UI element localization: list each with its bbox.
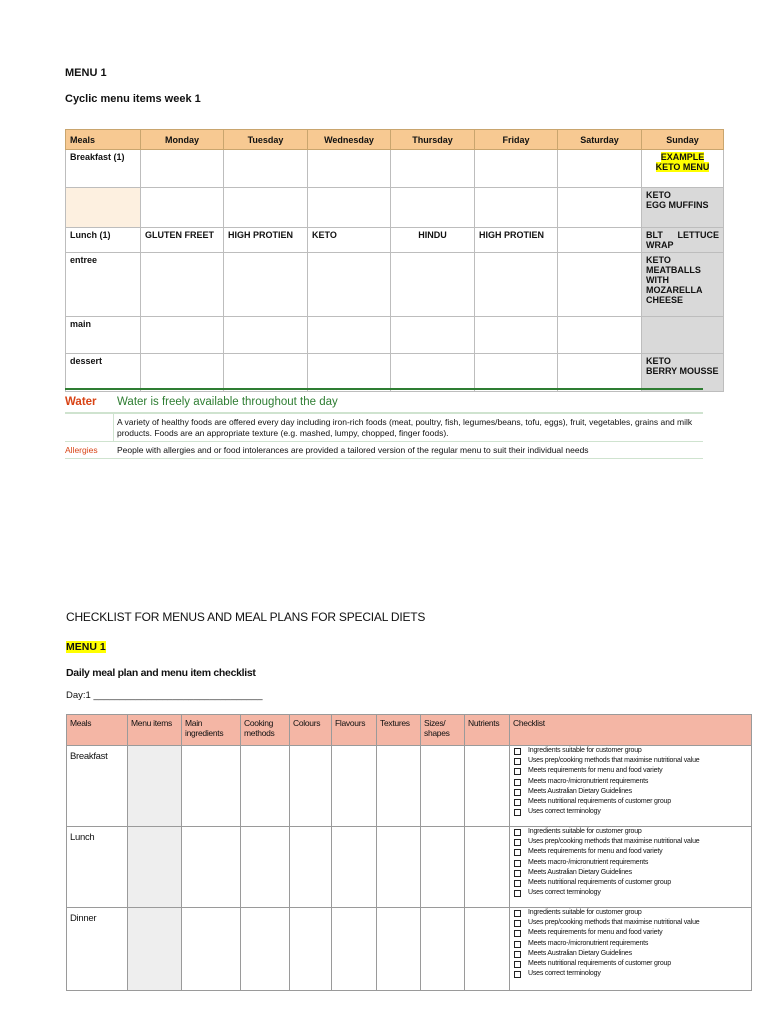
meal-label: Breakfast (1) bbox=[66, 150, 141, 188]
meal-label bbox=[66, 188, 141, 228]
checklist-item-text: Meets macro-/micronutrient requirements bbox=[528, 858, 649, 866]
menu-cell bbox=[475, 317, 558, 354]
sunday-cell bbox=[642, 253, 724, 317]
sunday-item: KETO bbox=[646, 190, 671, 200]
checklist-items bbox=[510, 908, 752, 991]
checklist-input-cell[interactable] bbox=[465, 746, 510, 827]
checklist-meal: Dinner bbox=[67, 908, 128, 991]
menu-col-header: Tuesday bbox=[224, 130, 308, 150]
checklist-input-cell[interactable] bbox=[128, 746, 182, 827]
checklist-item-text: Meets requirements for menu and food variety bbox=[528, 929, 663, 937]
checkbox[interactable] bbox=[514, 930, 521, 937]
checklist-item-text: Meets Australian Dietary Guidelines bbox=[528, 868, 632, 876]
menu-cell bbox=[224, 150, 308, 188]
checklist-input-cell[interactable] bbox=[377, 746, 421, 827]
checklist-item bbox=[512, 847, 749, 857]
checklist-item-text: Meets requirements for menu and food variety bbox=[528, 848, 663, 856]
checklist-list bbox=[512, 827, 749, 898]
checklist-item-text: Uses correct terminology bbox=[528, 808, 601, 816]
day-label: Day:1 ________________________________ bbox=[66, 690, 263, 701]
checklist-col-header: Flavours bbox=[332, 715, 377, 746]
checklist-col-header: Nutrients bbox=[465, 715, 510, 746]
checklist-item-text: Ingredients suitable for customer group bbox=[528, 747, 642, 754]
meal-label: dessert bbox=[66, 354, 141, 392]
menu-cell bbox=[308, 150, 391, 188]
sunday-item: KETO bbox=[646, 255, 671, 265]
checkbox[interactable] bbox=[514, 880, 521, 887]
menu-cell bbox=[391, 253, 475, 317]
checklist-item bbox=[512, 928, 749, 938]
checkbox[interactable] bbox=[514, 910, 521, 917]
checkbox[interactable] bbox=[514, 941, 521, 948]
checklist-item-text: Meets macro-/micronutrient requirements bbox=[528, 777, 649, 785]
meal-label: Lunch (1) bbox=[66, 228, 141, 253]
menu-cell bbox=[141, 188, 224, 228]
checklist-input-cell[interactable] bbox=[421, 746, 465, 827]
sunday-item: KETO MENU bbox=[655, 162, 710, 172]
checklist-item bbox=[512, 969, 749, 979]
sunday-item: KETO bbox=[646, 356, 671, 366]
checklist-item bbox=[512, 777, 749, 787]
checklist-list bbox=[512, 746, 749, 817]
checklist-item-text: Meets Australian Dietary Guidelines bbox=[528, 949, 632, 957]
menu-cell: GLUTEN FREET bbox=[141, 228, 224, 253]
foods-text: A variety of healthy foods are offered every day including iron-rich foods (meat, poultry, fish, legumes/beans, tofu, eggs), fruit, vegetables, grains and milk products. Foods are an appropriate texture (e.g. mashed, lumpy, chopped, finger foods). bbox=[117, 417, 693, 438]
sunday-item: MEATBALLS bbox=[646, 265, 701, 275]
meal-label: entree bbox=[66, 253, 141, 317]
menu-cell bbox=[558, 188, 642, 228]
checklist-meal: Lunch bbox=[67, 827, 128, 908]
checklist-input-cell[interactable] bbox=[332, 827, 377, 908]
menu-body bbox=[66, 150, 724, 392]
checklist-input-cell[interactable] bbox=[290, 746, 332, 827]
checkbox[interactable] bbox=[514, 951, 521, 958]
checklist-col-header: Meals bbox=[67, 715, 128, 746]
checklist-item-text: Uses prep/cooking methods that maximise nutritional value bbox=[528, 757, 700, 765]
checklist-input-cell[interactable] bbox=[290, 908, 332, 991]
cyclic-menu-table bbox=[65, 129, 724, 392]
checkbox[interactable] bbox=[514, 849, 521, 856]
menu-cell bbox=[391, 150, 475, 188]
sunday-item: EGG MUFFINS bbox=[646, 200, 709, 210]
checklist-input-cell[interactable] bbox=[332, 908, 377, 991]
checkbox[interactable] bbox=[514, 748, 521, 755]
checkbox[interactable] bbox=[514, 779, 521, 786]
checklist-input-cell[interactable] bbox=[290, 827, 332, 908]
water-text: Water is freely available throughout the day bbox=[117, 396, 338, 408]
checklist-col-header: Textures bbox=[377, 715, 421, 746]
menu-row bbox=[66, 150, 724, 188]
menu-row bbox=[66, 253, 724, 317]
checklist-items bbox=[510, 827, 752, 908]
checklist-input-cell[interactable] bbox=[182, 746, 241, 827]
checklist-item bbox=[512, 837, 749, 847]
checklist-item bbox=[512, 756, 749, 766]
divider bbox=[65, 388, 703, 390]
menu-cell bbox=[141, 317, 224, 354]
checklist-item bbox=[512, 939, 749, 949]
menu-col-header: Friday bbox=[475, 130, 558, 150]
menu-cell bbox=[308, 317, 391, 354]
checkbox[interactable] bbox=[514, 768, 521, 775]
checklist-item-text: Meets macro-/micronutrient requirements bbox=[528, 939, 649, 947]
checklist-col-header: Checklist bbox=[510, 715, 752, 746]
checklist-input-cell[interactable] bbox=[182, 827, 241, 908]
menu-cell bbox=[475, 150, 558, 188]
checkbox[interactable] bbox=[514, 809, 521, 816]
menu-cell: HIGH PROTIEN bbox=[475, 228, 558, 253]
meal-label: main bbox=[66, 317, 141, 354]
allergies-row bbox=[65, 441, 703, 459]
menu-row bbox=[66, 317, 724, 354]
checklist-menu bbox=[66, 641, 106, 653]
checkbox[interactable] bbox=[514, 890, 521, 897]
menu-row bbox=[66, 354, 724, 392]
menu-cell bbox=[141, 150, 224, 188]
checkbox[interactable] bbox=[514, 799, 521, 806]
checklist-item bbox=[512, 787, 749, 797]
checkbox[interactable] bbox=[514, 971, 521, 978]
allergies-text: People with allergies and or food intolerances are provided a tailored version of the regular menu to suit their individual needs bbox=[117, 445, 589, 455]
menu-cell bbox=[224, 188, 308, 228]
checklist-table bbox=[66, 714, 752, 991]
checklist-item-text: Ingredients suitable for customer group bbox=[528, 828, 642, 835]
menu-cell bbox=[475, 253, 558, 317]
menu-col-header: Wednesday bbox=[308, 130, 391, 150]
checklist-list bbox=[512, 908, 749, 979]
menu-cell bbox=[475, 354, 558, 392]
sunday-item: BERRY MOUSSE bbox=[646, 366, 719, 376]
checklist-item bbox=[512, 827, 749, 837]
sunday-cell bbox=[642, 354, 724, 392]
checklist-subtitle: Daily meal plan and menu item checklist bbox=[66, 667, 256, 679]
menu-cell: KETO bbox=[308, 228, 391, 253]
checklist-item bbox=[512, 766, 749, 776]
menu-col-header: Thursday bbox=[391, 130, 475, 150]
checklist-input-cell[interactable] bbox=[465, 827, 510, 908]
checklist-input-cell[interactable] bbox=[421, 908, 465, 991]
sunday-item: EXAMPLE bbox=[660, 152, 705, 162]
checklist-input-cell[interactable] bbox=[241, 908, 290, 991]
checklist-input-cell[interactable] bbox=[421, 827, 465, 908]
checklist-item-text: Meets nutritional requirements of customer group bbox=[528, 960, 671, 968]
checklist-item-text: Uses prep/cooking methods that maximise nutritional value bbox=[528, 838, 700, 846]
checklist-item bbox=[512, 878, 749, 888]
checklist-item bbox=[512, 908, 749, 918]
menu-cell bbox=[558, 228, 642, 253]
checklist-item bbox=[512, 858, 749, 868]
checkbox[interactable] bbox=[514, 758, 521, 765]
menu-cell bbox=[224, 317, 308, 354]
checklist-col-header: Cooking methods bbox=[241, 715, 290, 746]
checklist-item-text: Meets Australian Dietary Guidelines bbox=[528, 787, 632, 795]
checklist-body bbox=[67, 746, 752, 991]
menu-cell bbox=[391, 188, 475, 228]
checklist-item bbox=[512, 807, 749, 817]
menu-row bbox=[66, 188, 724, 228]
menu-cell bbox=[391, 354, 475, 392]
checklist-title: CHECKLIST FOR MENUS AND MEAL PLANS FOR SPECIAL DIETS bbox=[66, 610, 426, 624]
checklist-input-cell[interactable] bbox=[128, 908, 182, 991]
checklist-input-cell[interactable] bbox=[332, 746, 377, 827]
checklist-meal: Breakfast bbox=[67, 746, 128, 827]
menu-cell bbox=[391, 317, 475, 354]
checklist-row bbox=[67, 746, 752, 827]
checklist-header-row bbox=[67, 715, 752, 746]
water-row bbox=[65, 394, 703, 413]
allergies-label: Allergies bbox=[65, 445, 98, 455]
checklist-col-header: Colours bbox=[290, 715, 332, 746]
menu-subheading: Cyclic menu items week 1 bbox=[65, 93, 201, 105]
checklist-input-cell[interactable] bbox=[241, 746, 290, 827]
menu-col-header: Sunday bbox=[642, 130, 724, 150]
checklist-input-cell[interactable] bbox=[377, 827, 421, 908]
menu-cell: HIGH PROTIEN bbox=[224, 228, 308, 253]
checklist-item-text: Uses correct terminology bbox=[528, 970, 601, 978]
menu-cell bbox=[141, 253, 224, 317]
checklist-item-text: Uses prep/cooking methods that maximise nutritional value bbox=[528, 919, 700, 927]
sunday-item: BLT LETTUCE WRAP bbox=[646, 230, 719, 250]
checkbox[interactable] bbox=[514, 829, 521, 836]
menu-cell bbox=[308, 354, 391, 392]
checklist-input-cell[interactable] bbox=[465, 908, 510, 991]
checklist-items bbox=[510, 746, 752, 827]
checklist-item-text: Meets nutritional requirements of customer group bbox=[528, 879, 671, 887]
sunday-item: CHEESE bbox=[646, 295, 684, 305]
menu-cell bbox=[558, 150, 642, 188]
menu-cell bbox=[224, 253, 308, 317]
checklist-row bbox=[67, 908, 752, 991]
menu-cell: HINDU bbox=[391, 228, 475, 253]
checkbox[interactable] bbox=[514, 839, 521, 846]
checklist-col-header: Menu items bbox=[128, 715, 182, 746]
checklist-col-header: Main ingredients bbox=[182, 715, 241, 746]
checklist-input-cell[interactable] bbox=[128, 827, 182, 908]
checklist-input-cell[interactable] bbox=[241, 827, 290, 908]
checklist-item bbox=[512, 918, 749, 928]
menu-cell bbox=[558, 317, 642, 354]
checklist-input-cell[interactable] bbox=[377, 908, 421, 991]
sunday-cell bbox=[642, 228, 724, 253]
checklist-item bbox=[512, 746, 749, 756]
checklist-row bbox=[67, 827, 752, 908]
checkbox[interactable] bbox=[514, 870, 521, 877]
menu-cell bbox=[224, 354, 308, 392]
checklist-item bbox=[512, 888, 749, 898]
checklist-item-text: Ingredients suitable for customer group bbox=[528, 909, 642, 916]
menu-cell bbox=[558, 354, 642, 392]
sunday-cell bbox=[642, 188, 724, 228]
menu-col-header: Meals bbox=[66, 130, 141, 150]
menu-col-header: Monday bbox=[141, 130, 224, 150]
checklist-item bbox=[512, 868, 749, 878]
menu-header-row bbox=[66, 130, 724, 150]
sunday-item: WITH bbox=[646, 275, 669, 285]
sunday-cell bbox=[642, 317, 724, 354]
menu-cell bbox=[141, 354, 224, 392]
menu-heading: MENU 1 bbox=[65, 67, 107, 79]
checklist-item-text: Meets nutritional requirements of customer group bbox=[528, 798, 671, 806]
checkbox[interactable] bbox=[514, 789, 521, 796]
checklist-item bbox=[512, 959, 749, 969]
menu-cell bbox=[558, 253, 642, 317]
water-label: Water bbox=[65, 396, 97, 408]
checkbox[interactable] bbox=[514, 860, 521, 867]
checklist-col-header: Sizes/ shapes bbox=[421, 715, 465, 746]
menu-cell bbox=[475, 188, 558, 228]
checklist-item-text: Uses correct terminology bbox=[528, 889, 601, 897]
checkbox[interactable] bbox=[514, 961, 521, 968]
menu-col-header: Saturday bbox=[558, 130, 642, 150]
menu-cell bbox=[308, 253, 391, 317]
menu-row bbox=[66, 228, 724, 253]
checklist-item bbox=[512, 797, 749, 807]
menu-cell bbox=[308, 188, 391, 228]
foods-row bbox=[65, 413, 703, 442]
checklist-item bbox=[512, 949, 749, 959]
sunday-cell bbox=[642, 150, 724, 188]
checklist-item-text: Meets requirements for menu and food variety bbox=[528, 767, 663, 775]
checkbox[interactable] bbox=[514, 920, 521, 927]
sunday-item: MOZARELLA bbox=[646, 285, 703, 295]
checklist-input-cell[interactable] bbox=[182, 908, 241, 991]
checklist-menu-label: MENU 1 bbox=[66, 641, 106, 653]
